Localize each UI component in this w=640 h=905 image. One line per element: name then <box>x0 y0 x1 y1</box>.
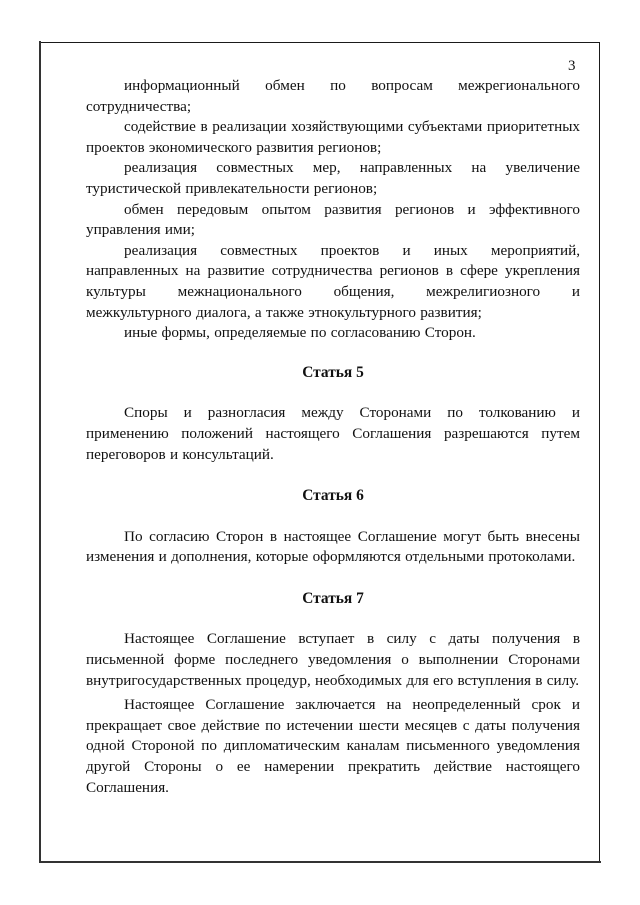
list-item: информационный обмен по вопросам межрегионального сотрудничества; <box>86 77 580 115</box>
page-number: 3 <box>568 58 576 74</box>
list-item: реализация совместных мер, направленных на увеличение туристической привлекательности регионов; <box>86 159 580 197</box>
list-item: реализация совместных проектов и иных мероприятий, направленных на развитие сотрудничества регионов в сфере укрепления культуры межнационального общения, межрелигиозного и межкультурного диалога, а также этнокультурного развития; <box>86 241 580 321</box>
list-item: обмен передовым опытом развития регионов и эффективного управления ими; <box>86 200 580 239</box>
list-item: иные формы, определяемые по согласованию Сторон. <box>124 324 476 342</box>
article-7-paragraph: Настоящее Соглашение вступает в силу с даты получения в письменной форме последнего уведомления о выполнении Сторонами внутригосударственных процедур, необходимых для его вступления в силу. <box>86 630 580 689</box>
article-6-heading: Статья 6 <box>302 487 364 505</box>
document-body <box>86 76 580 798</box>
article-7-heading: Статья 7 <box>302 589 364 607</box>
article-5-text: Споры и разногласия между Сторонами по толкованию и применению положений настоящего Соглашения разрешаются путем переговоров и консультаций. <box>86 404 580 463</box>
article-7-paragraph: Настоящее Соглашение заключается на неопределенный срок и прекращает свое действие по истечении шести месяцев с даты получения одной Стороной по дипломатическим каналам письменного уведомления другой Стороны о ее намерении прекратить действие настоящего Соглашения. <box>86 696 580 796</box>
list-item: содействие в реализации хозяйствующими субъектами приоритетных проектов экономического развития регионов; <box>86 118 580 156</box>
article-5-heading: Статья 5 <box>302 363 364 381</box>
article-6-text: По согласию Сторон в настоящее Соглашение могут быть внесены изменения и дополнения, которые оформляются отдельными протоколами. <box>86 527 580 566</box>
